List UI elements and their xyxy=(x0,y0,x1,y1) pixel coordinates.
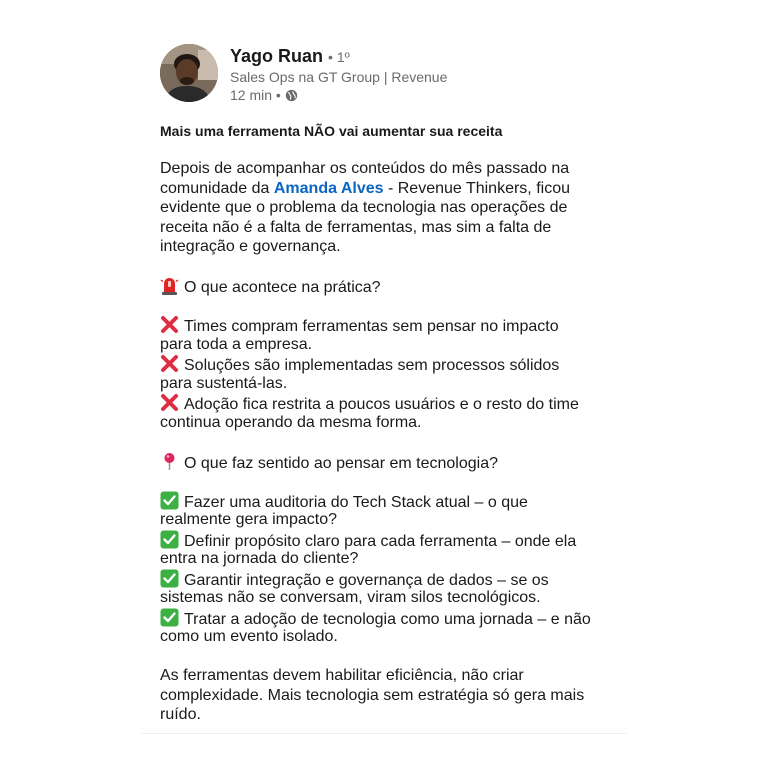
list-item-text: Tratar a adoção de tecnologia como uma jornada – e não xyxy=(184,610,591,628)
check-mark-icon xyxy=(160,608,179,627)
check-mark-icon xyxy=(160,569,179,588)
globe-icon xyxy=(285,88,298,106)
intro-paragraph xyxy=(160,159,620,257)
list-item xyxy=(160,569,620,608)
text-line xyxy=(160,491,620,511)
list-item xyxy=(160,354,620,393)
list-item xyxy=(160,315,620,354)
cross-mark-icon xyxy=(160,393,179,412)
list-item-text: Adoção fica restrita a poucos usuários e o resto do time xyxy=(184,396,579,413)
post-meta xyxy=(230,86,447,106)
list-item xyxy=(160,491,620,530)
list-item-text: Garantir integração e governança de dados – se os xyxy=(184,571,549,589)
section1-heading xyxy=(160,276,620,296)
post-title: Mais uma ferramenta NÃO vai aumentar sua receita xyxy=(160,123,503,139)
text-line: integração e governança. xyxy=(160,238,341,255)
text-line: Depois de acompanhar os conteúdos do mês passado na xyxy=(160,160,570,177)
text-line xyxy=(160,393,620,413)
divider xyxy=(142,733,626,734)
section1-heading-text: O que acontece na prática? xyxy=(184,279,381,296)
post-header xyxy=(160,44,620,104)
text-line xyxy=(160,608,620,628)
mention-link[interactable]: Amanda Alves xyxy=(273,179,384,197)
text-line xyxy=(160,530,620,550)
text-line: As ferramentas devem habilitar eficiência, não criar xyxy=(160,667,524,684)
list-item xyxy=(160,393,620,432)
problem-list xyxy=(160,315,620,432)
text-line: evidente que o problema da tecnologia nas operações de xyxy=(160,199,568,216)
text-line: para toda a empresa. xyxy=(160,335,313,353)
text-line: complexidade. Mais tecnologia sem estratégia só gera mais xyxy=(160,686,585,704)
section2-heading xyxy=(160,452,620,472)
text-line xyxy=(160,569,620,589)
text-line: sistemas não se conversam, viram silos tecnológicos. xyxy=(160,589,541,606)
author-info xyxy=(230,45,447,106)
text-fragment: - Revenue Thinkers, ficou xyxy=(383,179,570,197)
author-name[interactable]: Yago Ruan xyxy=(230,46,324,66)
list-item xyxy=(160,608,620,647)
siren-icon xyxy=(160,276,179,295)
cross-mark-icon xyxy=(160,315,179,334)
list-item-text: Definir propósito claro para cada ferramenta – onde ela xyxy=(184,532,577,550)
text-line xyxy=(160,179,620,199)
text-line xyxy=(160,354,620,374)
author-avatar[interactable] xyxy=(160,44,218,102)
solution-list xyxy=(160,491,620,647)
text-line xyxy=(160,315,620,335)
author-headline: Sales Ops na GT Group | Revenue xyxy=(230,69,448,85)
post-time: 12 min • xyxy=(230,87,281,103)
list-item-text: Fazer uma auditoria do Tech Stack atual – o que xyxy=(184,493,528,511)
check-mark-icon xyxy=(160,530,179,549)
text-line: ruído. xyxy=(160,706,201,723)
post-content xyxy=(160,122,620,725)
text-line: continua operando da mesma forma. xyxy=(160,413,422,431)
list-item-text: Times compram ferramentas sem pensar no impacto xyxy=(184,318,559,335)
cross-mark-icon xyxy=(160,354,179,373)
list-item-text: Soluções são implementadas sem processos sólidos xyxy=(184,357,560,374)
text-line: entra na jornada do cliente? xyxy=(160,550,359,567)
text-line: receita não é a falta de ferramentas, mas sim a falta de xyxy=(160,218,552,236)
text-line: para sustentá-las. xyxy=(160,374,288,392)
conclusion-paragraph xyxy=(160,666,620,725)
post-card xyxy=(142,38,626,734)
text-fragment: comunidade da xyxy=(160,179,274,197)
text-line: como um evento isolado. xyxy=(160,628,338,645)
author-name-row xyxy=(230,45,447,68)
text-line: realmente gera impacto? xyxy=(160,511,337,528)
list-item xyxy=(160,530,620,569)
pushpin-icon xyxy=(160,452,179,471)
section2-heading-text: O que faz sentido ao pensar em tecnologia? xyxy=(184,454,498,472)
check-mark-icon xyxy=(160,491,179,510)
connection-degree: • 1º xyxy=(328,49,350,65)
